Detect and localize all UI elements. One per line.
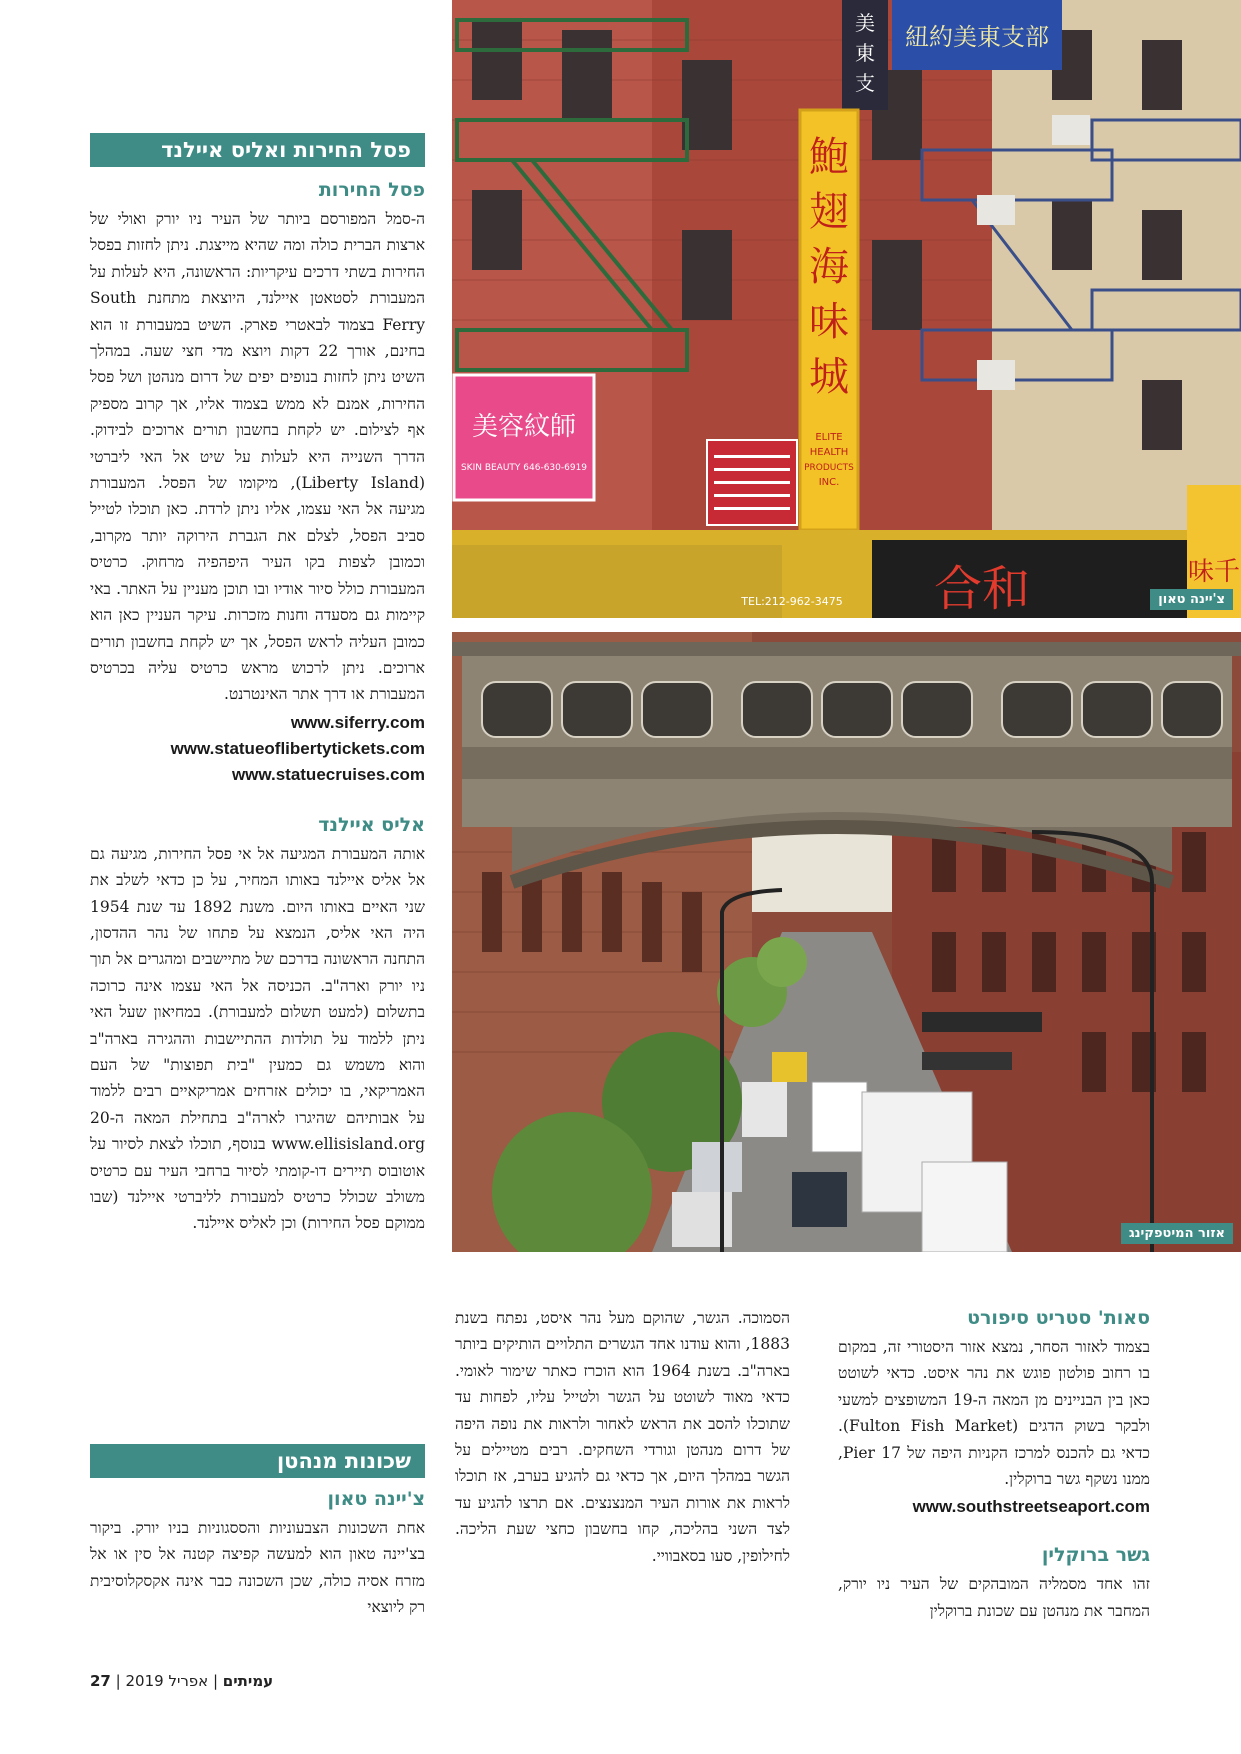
seaport-url [838, 1494, 1150, 1520]
blue-sign-text: 紐約美東支部 [905, 23, 1049, 51]
left-column [90, 133, 425, 1237]
statue-subhead: פסל החירות [318, 179, 425, 201]
page-number: 27 [90, 1672, 111, 1690]
footer-sep: | [110, 1672, 121, 1690]
meatpacking-caption: אזור המיטפקינג [1121, 1223, 1233, 1244]
right-sign-text: 味千 [1187, 557, 1241, 587]
statue-body: ה-סמל המפורסם ביותר של העיר ניו יורק ואולי של ארצות הברית כולה ומה שהיא מייצגת. ניתן לחזות בפסל החירות בשתי דרכים עיקריות: הראשונה, היא לעלות על המעבורת לסטאטן איילנד, היוצאת מתחנת South Ferry בצמוד לבאטרי פארק. השיט במעבורת זו הוא בחינם, אורך 22 דקות ויוצא מדי חצי שעה. במהלך השיט ניתן לחזות בנופים יפים של דרום מנהטן ושל פסל החירות, אמנם לא ממש בצמוד אליו, אך קרוב מספיק אף לצילום. יש לקחת בחשבון תורים ארוכים לבידוק. הדרך השנייה היא לעלות על שיט אל האי ליברטי (Liberty Island), מיקומו של הפסל. המעבורת מגיעה אל האי עצמו, אליו ניתן לרדת. כאן תוכלו לטייל סביב הפסל, לצלם את הגברת הירוקה יותר מקרוב, וכמובן לצפות בקו העיר היפהפיה מרחוק. כרטיס המעבורת כולל סיור אודיו ובו תוכן מעניין על האתר. באי קיימות גם מסעדה וחנות מזכרות. עיקר העניין כאן הוא כמובן העליה לראש הפסל, אך יש לקחת בחשבון תורים ארוכים. ניתן לרכוש מראש כרטיס עליה בכרטיס המעבורת או דרך אתר האינטרנט. [90, 210, 425, 704]
svg-text:味: 味 [809, 299, 849, 345]
page-footer [90, 1672, 273, 1690]
magazine-name: עמיתים [222, 1672, 274, 1690]
chinatown-caption: צ'יינה טאון [1150, 589, 1233, 610]
svg-text:PRODUCTS: PRODUCTS [804, 463, 854, 473]
chinatown-subhead: צ'יינה טאון [327, 1488, 425, 1510]
ellis-subhead: אליס איילנד [318, 813, 425, 836]
chinatown-photo [452, 0, 1241, 618]
svg-text:翅: 翅 [809, 189, 849, 235]
statueoflibertytickets-link[interactable]: www.statueoflibertytickets.com [170, 738, 425, 758]
chinatown-body: אחת השכונות הצבעוניות והססגוניות בניו יורק. ביקור בצ'יינה טאון הוא למעשה קפיצה קטנה אל סין או אל מזרח אסיה כולה, שכן השכונה כבר אינה אקסקלוסיבית רק ליוצאי [90, 1519, 425, 1617]
svg-text:海: 海 [809, 244, 849, 290]
svg-text:SKIN BEAUTY 646-630-6919: SKIN BEAUTY 646-630-6919 [460, 463, 588, 473]
svg-text:INC.: INC. [818, 477, 840, 488]
red-sign-text: 合和 [933, 561, 1031, 617]
brooklyn-bridge-continued: הסמוכה. הגשר, שהוקם מעל נהר איסט, נפתח בשנת 1883, והוא עודנו אחד הגשרים התלויים הותיקים ביותר בארה"ב. בשנת 1964 הוא הוכרז כאתר שימור לאומי. כדאי מאוד לשוטט על הגשר ולטייל עליו, לפחות עד שתוכלו להסב את הראש לאחור ולראות את נופה היפה של דרום מנהטן וגורדי השחקים. רבים מטיילים על הגשר במהלך היום, אך כדאי גם להגיע בערב, אז תוכלו לראות את אורות העיר המנצנצים. אם תרצו להגיע עד לצד השני בהליכה, קחו בחשבון כחצי שעת הליכה. לחילופין, סעו בסאבוויי. [455, 1309, 790, 1565]
brooklyn-body: זהו אחד מסמליה המובהקים של העיר ניו יורק, המחבר את מנהטן עם שכונת ברוקלין [838, 1575, 1150, 1620]
svg-text:ELITE: ELITE [815, 432, 843, 443]
meatpacking-photo [452, 632, 1241, 1252]
svg-text:支: 支 [855, 71, 875, 95]
seaport-subhead: סאות' סטריט סיפורט [967, 1307, 1150, 1329]
seaport-body: בצמוד לאזור הסחר, נמצא אזור היסטורי זה, במקום בו רחוב פולטון פוגש את נהר איסט. כדאי לשוטט כאן בין הבניינים מן המאה ה-19 המשופצים למשעי ולבקר בשוק הדגים (Fulton Fish Market). כדאי גם להכנס למרכז הקניות היפה של Pier 17, ממנו נשקף גשר ברוקלין. [838, 1338, 1150, 1489]
siferry-link[interactable]: www.siferry.com [290, 712, 425, 732]
svg-text:HEALTH: HEALTH [809, 447, 849, 458]
middle-column [455, 1305, 790, 1569]
svg-text:城: 城 [809, 354, 849, 400]
svg-text:鮑: 鮑 [809, 134, 849, 180]
manhattan-banner: שכונות מנהטן [90, 1444, 425, 1478]
right-column [838, 1305, 1150, 1624]
top-sign-char: 美 [855, 11, 875, 35]
pink-sign-text: 美容紋師 [471, 412, 577, 442]
statuecruises-link[interactable]: www.statuecruises.com [231, 764, 425, 784]
tel-sign-text: TEL:212-962-3475 [741, 595, 843, 608]
svg-text:東: 東 [855, 41, 875, 65]
issue-date: אפריל 2019 [125, 1672, 209, 1690]
footer-sep: | [208, 1672, 219, 1690]
southstreetseaport-link[interactable]: www.southstreetseaport.com [912, 1497, 1150, 1517]
manhattan-block [90, 1444, 425, 1621]
brooklyn-subhead: גשר ברוקלין [1041, 1544, 1150, 1567]
ellis-body: אותה המעבורת המגיעה אל אי פסל החירות, מגיעה גם אל אליס איילנד באותו המחיר, על כן כדאי לשלב את שני האיים באותו היום. משנת 1892 עד שנת 1954 היה האי אליס, הנמצא על פתחו של נהר ההדסון, התחנה הראשונה בדרכם של מתיישבים ומהגרים אל תוך ניו יורק וארה"ב. הכניסה אל האי עצמו אינה כרוכה בתשלום (למעט תשלום למעבורת). במחיאון שעל האי ניתן ללמוד על תולדות ההתיישבות וההגירה בארה"ב והוא משמש גם כמעין "בית תפוצות" של העם האמריקאי, בו יכולים אזרחים אמריקאיים רבים ללמוד על אבותיהם שהיגרו לארה"ב בתחילת המאה ה-20 www.ellisisland.org בנוסף, תוכלו לצאת לסיור על אוטובוס תיירים דו-קומתי לסיור ברחבי העיר עם כרטיס משולב שכולל כרטיס למעבורת לליברטי איילנד (שבו ממוקם פסל החירות) וכן לאליס איילנד. [90, 844, 425, 1233]
statue-urls [90, 710, 425, 788]
statue-banner: פסל החירות ואליס איילנד [90, 133, 425, 167]
